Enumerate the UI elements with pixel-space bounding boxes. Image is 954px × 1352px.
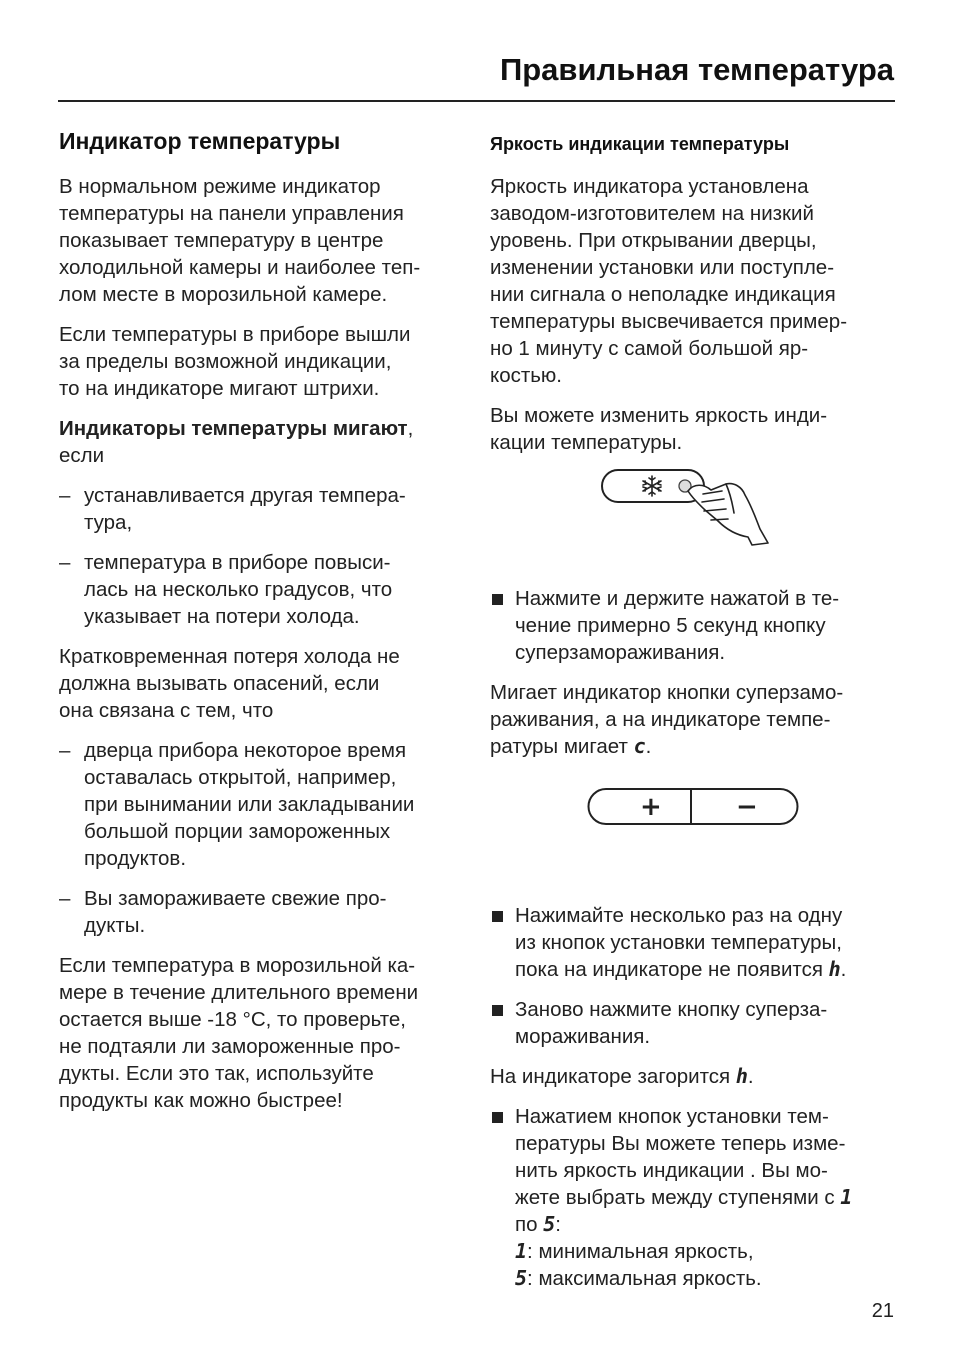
list-item bbox=[59, 549, 469, 630]
c-blinks-text: Мигает индикатор кнопки суперзамо- раживания, а на индикаторе темпе- ратуры мигает bbox=[490, 681, 844, 758]
instruction-bullet bbox=[490, 996, 900, 1050]
page-number: 21 bbox=[871, 1300, 894, 1322]
instruction-text-part: Нажимайте несколько раз на одну из кнопок установки температуры, пока на индикаторе не появится bbox=[515, 904, 843, 981]
display-symbol-h: h bbox=[735, 1064, 748, 1088]
list-item-text: температура в приборе повыси- лась на несколько градусов, что указывает на потери холода. bbox=[84, 551, 393, 628]
list-item-text: устанавливается другая темпера- тура, bbox=[84, 484, 406, 534]
bullet-square-icon bbox=[492, 911, 503, 922]
paragraph-c-blinks bbox=[490, 679, 900, 760]
plus-button-label: + bbox=[640, 792, 662, 822]
instruction-bullet bbox=[490, 585, 900, 666]
punctuation: : bbox=[555, 1213, 561, 1236]
instruction-text bbox=[515, 902, 846, 983]
paragraph-change-brightness: Вы можете изменить яркость инди- кации температуры. bbox=[490, 404, 828, 454]
indicators-blink-bold: Индикаторы температуры мигают bbox=[59, 417, 408, 440]
display-symbol-c: c bbox=[633, 734, 646, 758]
list-item bbox=[59, 885, 469, 939]
minus-button-label: − bbox=[736, 792, 758, 822]
instruction-bullet bbox=[490, 1103, 900, 1292]
punctuation: . bbox=[840, 958, 847, 981]
dash-marker: – bbox=[59, 739, 71, 762]
instruction-text-part: по bbox=[515, 1213, 538, 1236]
paragraph-long-warm: Если температура в морозильной ка- мере в течение длительного времени остается выше -18 °C, то проверьте, не подтаяли ли замороженные про- дукты. Если это так, используйте продукты как можно быстрее! bbox=[59, 954, 419, 1112]
paragraph-normal-mode: В нормальном режиме индикатор температуры на панели управления показывает температуру в центре холодильной камеры и наиболее теп- лом месте в морозильной камере. bbox=[59, 175, 421, 306]
section-title-brightness: Яркость индикации температуры bbox=[490, 134, 790, 154]
superfreeze-button-drawing bbox=[490, 469, 900, 569]
level-min-symbol: 1 bbox=[515, 1239, 528, 1263]
left-column bbox=[59, 126, 469, 1127]
right-column bbox=[490, 126, 900, 1305]
pressing-hand-icon bbox=[688, 484, 768, 545]
instruction-text: Заново нажмите кнопку суперза- мораживания. bbox=[515, 998, 828, 1048]
level-max-symbol: 5 bbox=[515, 1266, 528, 1290]
paragraph-indicators-blink bbox=[59, 415, 469, 469]
temperature-buttons-illustration bbox=[490, 788, 900, 840]
instruction-text: Нажмите и держите нажатой в те- чение примерно 5 секунд кнопку суперзамораживания. bbox=[515, 587, 840, 664]
instruction-bullet bbox=[490, 902, 900, 983]
list-item bbox=[59, 482, 469, 536]
bullet-square-icon bbox=[492, 594, 503, 605]
instruction-text bbox=[515, 1103, 852, 1292]
h-lights-text: На индикаторе загорится bbox=[490, 1065, 736, 1088]
dash-marker: – bbox=[59, 484, 71, 507]
page-title: Правильная температура bbox=[499, 52, 894, 87]
dash-marker: – bbox=[59, 887, 71, 910]
bullet-square-icon bbox=[492, 1112, 503, 1123]
superfreeze-button-illustration bbox=[490, 469, 900, 569]
display-symbol-1: 1 bbox=[840, 1185, 853, 1209]
paragraph-factory-brightness: Яркость индикатора установлена заводом-изготовителем на низкий уровень. При открывании дверцы, изменении установки или поступле- нии сигнала о неполадке индикация температуры высвечивается пример- но 1 минуту с самой большой яр- костью. bbox=[490, 175, 848, 387]
list-item bbox=[59, 737, 469, 872]
display-symbol-h: h bbox=[828, 957, 841, 981]
dash-marker: – bbox=[59, 551, 71, 574]
paragraph-out-of-range: Если температуры в приборе вышли за пределы возможной индикации, то на индикаторе мигают штрихи. bbox=[59, 323, 411, 400]
header-divider bbox=[58, 100, 895, 102]
temperature-buttons-drawing bbox=[490, 788, 900, 840]
list-item-text: дверца прибора некоторое время оставалась открытой, например, при вынимании или закладывании большой порции замороженных продуктов. bbox=[84, 739, 415, 870]
bullet-square-icon bbox=[492, 1005, 503, 1016]
punctuation: . bbox=[645, 735, 652, 758]
indicators-blink-rest: , если bbox=[59, 417, 414, 467]
punctuation: . bbox=[747, 1065, 754, 1088]
paragraph-short-cold-loss: Кратковременная потеря холода не должна вызывать опасений, если она связана с тем, что bbox=[59, 645, 400, 722]
list-item-text: Вы замораживаете свежие про- дукты. bbox=[84, 887, 387, 937]
paragraph-h-lights bbox=[490, 1063, 900, 1090]
level-max-text: : максимальная яркость. bbox=[527, 1267, 762, 1290]
section-title-temperature-indicator: Индикатор температуры bbox=[59, 128, 341, 154]
display-symbol-5: 5 bbox=[543, 1212, 556, 1236]
instruction-text-part: Нажатием кнопок установки тем- пературы Вы можете теперь изме- нить яркость индикации . Вы мо- жете выбрать между ступенями с bbox=[515, 1105, 846, 1209]
level-min-text: : минимальная яркость, bbox=[527, 1240, 754, 1263]
